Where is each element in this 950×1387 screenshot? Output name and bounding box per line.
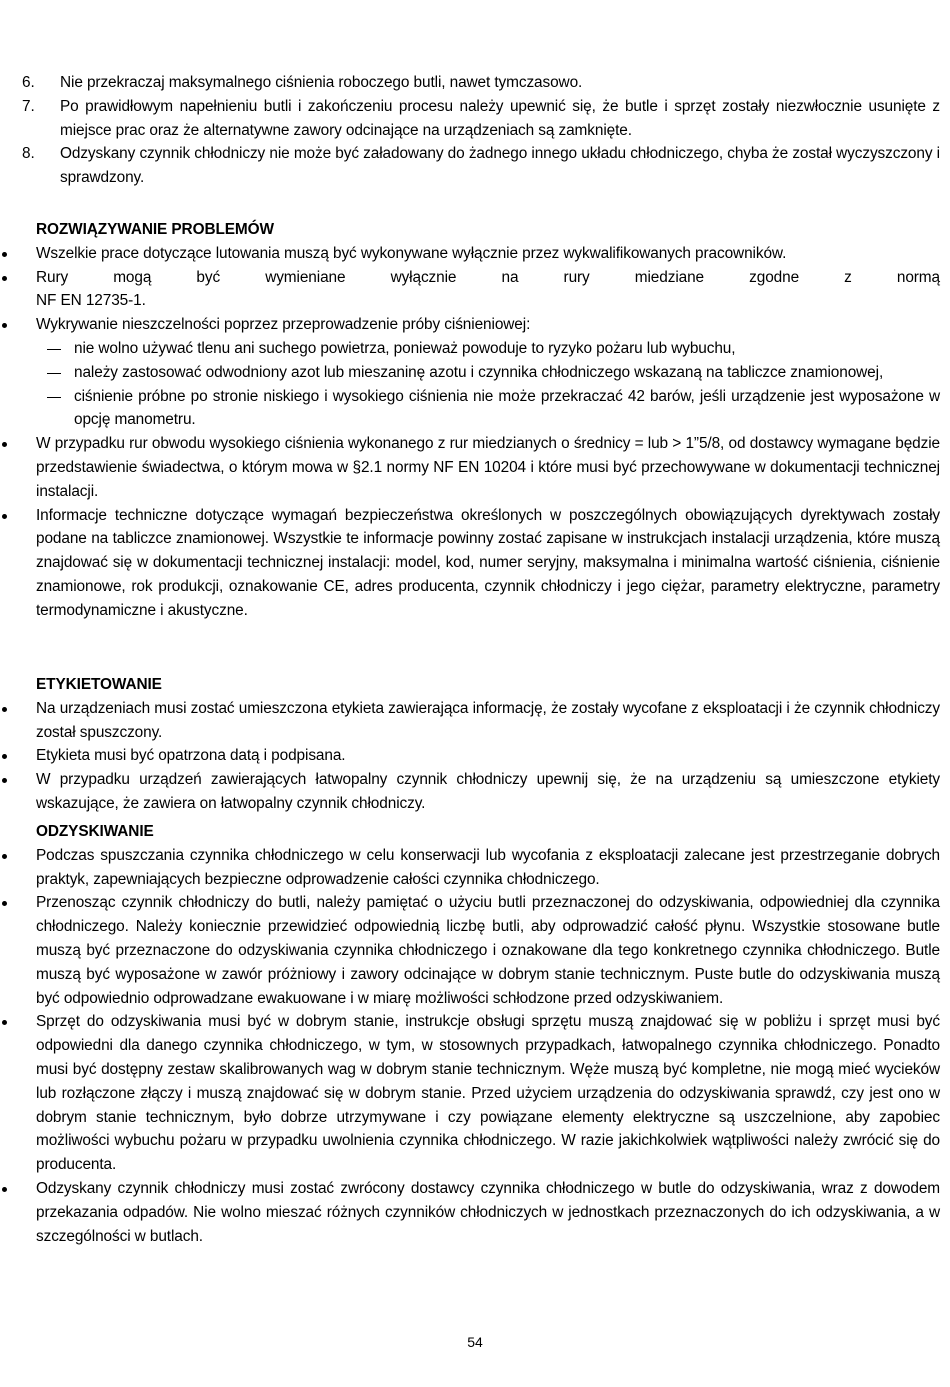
item-number: 6. bbox=[22, 74, 35, 91]
bullet-item bbox=[0, 768, 940, 816]
bullet-text: W przypadku rur obwodu wysokiego ciśnienia wykonanego z rur miedzianych o średnicy = lub > 1”5/8, od dostawcy wymagane będzie przedstawienie świadectwa, o którym mowa w §2.1 normy NF EN 10204 i które musi być przechowywane w dokumentacji technicznej instalacji. bbox=[36, 435, 940, 500]
bullet-icon bbox=[2, 252, 7, 257]
section-heading: ODZYSKIWANIE bbox=[36, 823, 154, 840]
bullet-icon bbox=[2, 276, 7, 281]
bullet-icon bbox=[2, 754, 7, 759]
bullet-icon bbox=[2, 778, 7, 783]
dash-icon bbox=[47, 349, 61, 350]
bullet-item bbox=[0, 242, 940, 266]
bullet-text: Na urządzeniach musi zostać umieszczona etykieta zawierająca informację, że zostały wycofane z eksploatacji i że czynnik chłodniczy został spuszczony. bbox=[36, 699, 940, 741]
bullet-text: Sprzęt do odzyskiwania musi być w dobrym stanie, instrukcje obsługi sprzętu muszą znajdować się w pobliżu i sprzęt musi być odpowiedni dla danego czynnika chłodniczego, w tym, w stosownych przypadkach, łatwopalnego czynnika chłodniczego. Ponadto musi być dostępny zestaw skalibrowanych wag w dobrym stanie technicznym. Węże muszą być kompletne, nie mogą mieć wycieków lub rozłączone złączy i muszą znajdować się w dobrym stanie. Przed użyciem urządzenia do odzyskiwania sprawdź, czy jest ono w dobrym stanie technicznym, było dobrze utrzymywane i czy powiązane elementy elektryczne są uszczelnione, aby zapobiec możliwości wybuchu pożaru w przypadku uwolnienia czynnika chłodniczego. W razie jakichkolwiek wątpliwości należy zwrócić się do producenta. bbox=[36, 1013, 940, 1174]
bullet-item bbox=[0, 891, 940, 1010]
bullet-text: Informacje techniczne dotyczące wymagań bezpieczeństwa określonych w poszczególnych obowiązujących dyrektywach zostały podane na tabliczce znamionowej. Wszystkie te informacje powinny zostać zapisane w instrukcjach instalacji urządzenia, które muszą znajdować się w dokumentacji technicznej instalacji: model, kod, numer seryjny, maksymalna i minimalna wartość ciśnienia, ciśnienie znamionowe, rok produkcji, oznakowanie CE, adres producenta, czynnik chłodniczy i jego ciężar, parametry elektryczne, parametry termodynamiczne i akustyczne. bbox=[36, 506, 940, 619]
item-number: 8. bbox=[22, 145, 35, 163]
dash-text: nie wolno używać tlenu ani suchego powietrza, ponieważ powoduje to ryzyko pożaru lub wybuchu, bbox=[74, 339, 736, 357]
list-item bbox=[22, 142, 940, 190]
list-item bbox=[22, 71, 940, 95]
bullet-icon bbox=[2, 514, 7, 519]
recovery-section bbox=[0, 820, 940, 1248]
dash-text: ciśnienie próbne po stronie niskiego i wysokiego ciśnienia nie może przekraczać 42 barów, jeśli urządzenie jest wyposażone w opcję manometru. bbox=[74, 387, 940, 429]
bullet-item bbox=[0, 1177, 940, 1248]
item-number: 7. bbox=[22, 97, 35, 115]
bullet-item bbox=[0, 844, 940, 892]
dash-item bbox=[0, 337, 940, 361]
dash-item bbox=[0, 361, 940, 385]
bullet-text: Przenosząc czynnik chłodniczy do butli, należy pamiętać o użyciu butli przeznaczonej do odzyskiwania, odpowiedniej dla czynnika chłodniczego. Należy koniecznie przewidzieć odpowiednią liczbę butli, aby odprowadzić całość płynu. Wszystkie stosowane butle muszą być przeznaczone do odzyskiwania czynnika chłodniczego i oznakowane dla tego konkretnego czynnika chłodniczego. Butle muszą być wyposażone w zawór próżniowy i zawory odcinające w dobrym stanie technicznym. Puste butle do odzyskiwania muszą być odpowiednio odprowadzane ewakuowane i w miarę możliwości schłodzone przed odzyskiwaniem. bbox=[36, 894, 940, 1007]
bullet-text: W przypadku urządzeń zawierających łatwopalny czynnik chłodniczy upewnij się, że na urządzeniu są umieszczone etykiety wskazujące, że zawiera on łatwopalny czynnik chłodniczy. bbox=[36, 771, 940, 812]
bullet-item bbox=[0, 313, 940, 337]
bullet-icon bbox=[2, 901, 7, 906]
item-text: Po prawidłowym napełnieniu butli i zakończeniu procesu należy upewnić się, że butle i sprzęt zostały niezwłocznie usunięte z miejsce prac oraz że alternatywne zawory odcinające na urządzeniach są zamknięte. bbox=[60, 97, 940, 139]
dash-icon bbox=[47, 373, 61, 374]
bullet-text: Wszelkie prace dotyczące lutowania muszą być wykonywane wyłącznie przez wykwalifikowanych pracowników. bbox=[36, 244, 787, 262]
bullet-item bbox=[0, 744, 940, 768]
bullet-text: Wykrywanie nieszczelności poprzez przeprowadzenie próby ciśnieniowej: bbox=[36, 316, 531, 334]
bullet-icon bbox=[2, 1187, 7, 1192]
troubleshooting-section bbox=[0, 218, 940, 623]
section-heading: ETYKIETOWANIE bbox=[36, 676, 162, 693]
bullet-text: Etykieta musi być opatrzona datą i podpisana. bbox=[36, 747, 346, 765]
bullet-item bbox=[0, 1010, 940, 1177]
item-text: Nie przekraczaj maksymalnego ciśnienia roboczego butli, nawet tymczasowo. bbox=[60, 74, 583, 91]
bullet-text-continued: NF EN 12735-1. bbox=[36, 292, 146, 310]
page-number: 54 bbox=[467, 1334, 483, 1350]
item-text: Odzyskany czynnik chłodniczy nie może być załadowany do żadnego innego układu chłodniczego, chyba że został wyczyszczony i sprawdzony. bbox=[60, 145, 940, 187]
bullet-icon bbox=[2, 854, 7, 859]
bullet-item bbox=[0, 432, 940, 503]
bullet-icon bbox=[2, 323, 7, 328]
bullet-item bbox=[0, 266, 940, 314]
bullet-icon bbox=[2, 442, 7, 447]
list-item bbox=[22, 95, 940, 143]
dash-text: należy zastosować odwodniony azot lub mieszaninę azotu i czynnika chłodniczego wskazaną na tabliczce znamionowej, bbox=[74, 363, 884, 381]
numbered-list bbox=[22, 71, 940, 190]
bullet-icon bbox=[2, 1020, 7, 1025]
labelling-section bbox=[0, 673, 940, 816]
bullet-item bbox=[0, 504, 940, 623]
dash-item bbox=[0, 385, 940, 433]
bullet-text: Odzyskany czynnik chłodniczy musi zostać zwrócony dostawcy czynnika chłodniczego w butle do odzyskiwania, wraz z dowodem przekazania odpadów. Nie wolno mieszać różnych czynników chłodniczych w jednostkach przeznaczonych do ich odzyskiwania, a w szczególności w butlach. bbox=[36, 1179, 940, 1245]
section-heading: ROZWIĄZYWANIE PROBLEMÓW bbox=[36, 221, 274, 238]
dash-icon bbox=[47, 397, 61, 398]
bullet-icon bbox=[2, 707, 7, 712]
bullet-text: Rury mogą być wymieniane wyłącznie na rury miedziane zgodne z normą bbox=[36, 268, 940, 286]
bullet-item bbox=[0, 697, 940, 745]
bullet-text: Podczas spuszczania czynnika chłodniczego w celu konserwacji lub wycofania z eksploatacji zalecane jest przestrzeganie dobrych praktyk, zapewniających bezpieczne odprowadzenie całości czynnika chłodniczego. bbox=[36, 846, 940, 888]
